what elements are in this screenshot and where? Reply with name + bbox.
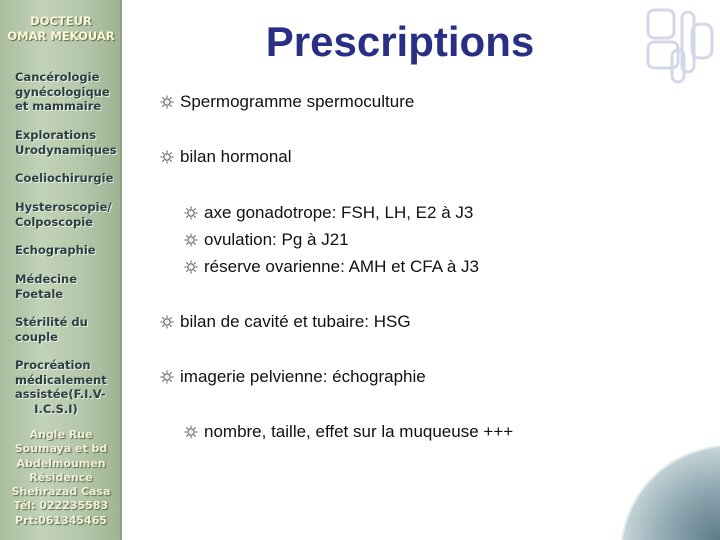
sub-bullet-item — [184, 422, 513, 442]
bullet-text: réserve ovarienne: AMH et CFA à J3 — [204, 257, 479, 276]
sidebar-item-label: Hysteroscopie/ — [15, 200, 112, 214]
sub-bullet-item — [184, 203, 473, 223]
sidebar-item-label: médicalement — [15, 372, 107, 387]
bullet-text: axe gonadotrope: FSH, LH, E2 à J3 — [204, 203, 474, 222]
sidebar-item-cancerologie[interactable] — [15, 70, 121, 114]
bullet-item — [160, 92, 414, 112]
sidebar-item-label: Médecine — [15, 272, 78, 286]
address-line: Soumaya et bd — [14, 442, 108, 456]
sidebar-item-label: assistée(F.I.V- — [15, 387, 106, 401]
address-line: Résidence — [29, 470, 93, 484]
doctor-fullname: OMAR MEKOUAR — [7, 28, 115, 43]
sun-bullet-icon — [184, 206, 198, 220]
sidebar-item-label: Urodynamiques — [15, 142, 117, 157]
sidebar-item-label: Echographie — [15, 243, 96, 257]
sun-bullet-icon — [184, 233, 198, 247]
sun-bullet-icon — [184, 260, 198, 274]
sidebar-item-label: gynécologique — [15, 84, 110, 99]
sidebar-item-sterilite[interactable] — [15, 315, 121, 344]
sun-bullet-icon — [160, 95, 174, 109]
sidebar-item-label: couple — [15, 329, 58, 344]
sun-bullet-icon — [160, 315, 174, 329]
sidebar-item-label: Coeliochirurgie — [15, 171, 114, 185]
sidebar-item-echographie[interactable] — [15, 243, 121, 258]
bullet-item — [160, 312, 411, 332]
sidebar-item-label: Foetale — [15, 286, 64, 301]
address-block — [0, 428, 122, 528]
sidebar-item-label: et mammaire — [15, 99, 102, 113]
sidebar-item-medecine-foetale[interactable] — [15, 272, 121, 301]
bullet-text: Spermogramme spermoculture — [180, 92, 415, 111]
sidebar-item-label: Colposcopie — [15, 214, 93, 229]
sub-bullet-item — [184, 257, 479, 277]
sidebar-item-explorations[interactable] — [15, 128, 121, 157]
sidebar-item-label: I.C.S.I) — [34, 401, 78, 416]
sub-bullet-item — [184, 230, 349, 250]
address-line: Abdelmoumen — [16, 456, 106, 470]
sidebar-item-coeliochirurgie[interactable] — [15, 171, 121, 186]
sun-bullet-icon — [160, 150, 174, 164]
sidebar-item-label: Stérilité du — [15, 315, 88, 329]
decorative-corner-arc — [610, 446, 720, 540]
bullet-item — [160, 147, 292, 167]
page-title: Prescriptions — [265, 18, 535, 65]
doctor-name — [0, 14, 122, 43]
bullet-text: ovulation: Pg à J21 — [204, 230, 349, 249]
sun-bullet-icon — [184, 425, 198, 439]
bullet-text: bilan de cavité et tubaire: HSG — [180, 312, 411, 331]
sidebar — [0, 0, 122, 540]
bullet-item — [160, 367, 426, 387]
sidebar-item-label: Procréation — [15, 358, 91, 372]
doctor-title: DOCTEUR — [30, 14, 92, 28]
sidebar-item-label: Explorations — [15, 128, 97, 142]
address-line: Shehrazad Casa — [11, 485, 111, 499]
sidebar-item-hysteroscopie[interactable] — [15, 200, 121, 229]
address-line: Angle Rue — [29, 428, 93, 441]
decorative-logo-icon — [644, 6, 716, 86]
sidebar-item-label: Cancérologie — [15, 70, 100, 84]
mobile-line: Prt:061345465 — [14, 513, 108, 527]
bullet-text: nombre, taille, effet sur la muqueuse +++ — [204, 422, 514, 441]
bullet-text: imagerie pelvienne: échographie — [180, 367, 426, 386]
sun-bullet-icon — [160, 370, 174, 384]
phone-line: Tél: 022235583 — [13, 499, 109, 513]
sidebar-item-procreation[interactable] — [15, 358, 119, 416]
bullet-text: bilan hormonal — [180, 147, 292, 166]
